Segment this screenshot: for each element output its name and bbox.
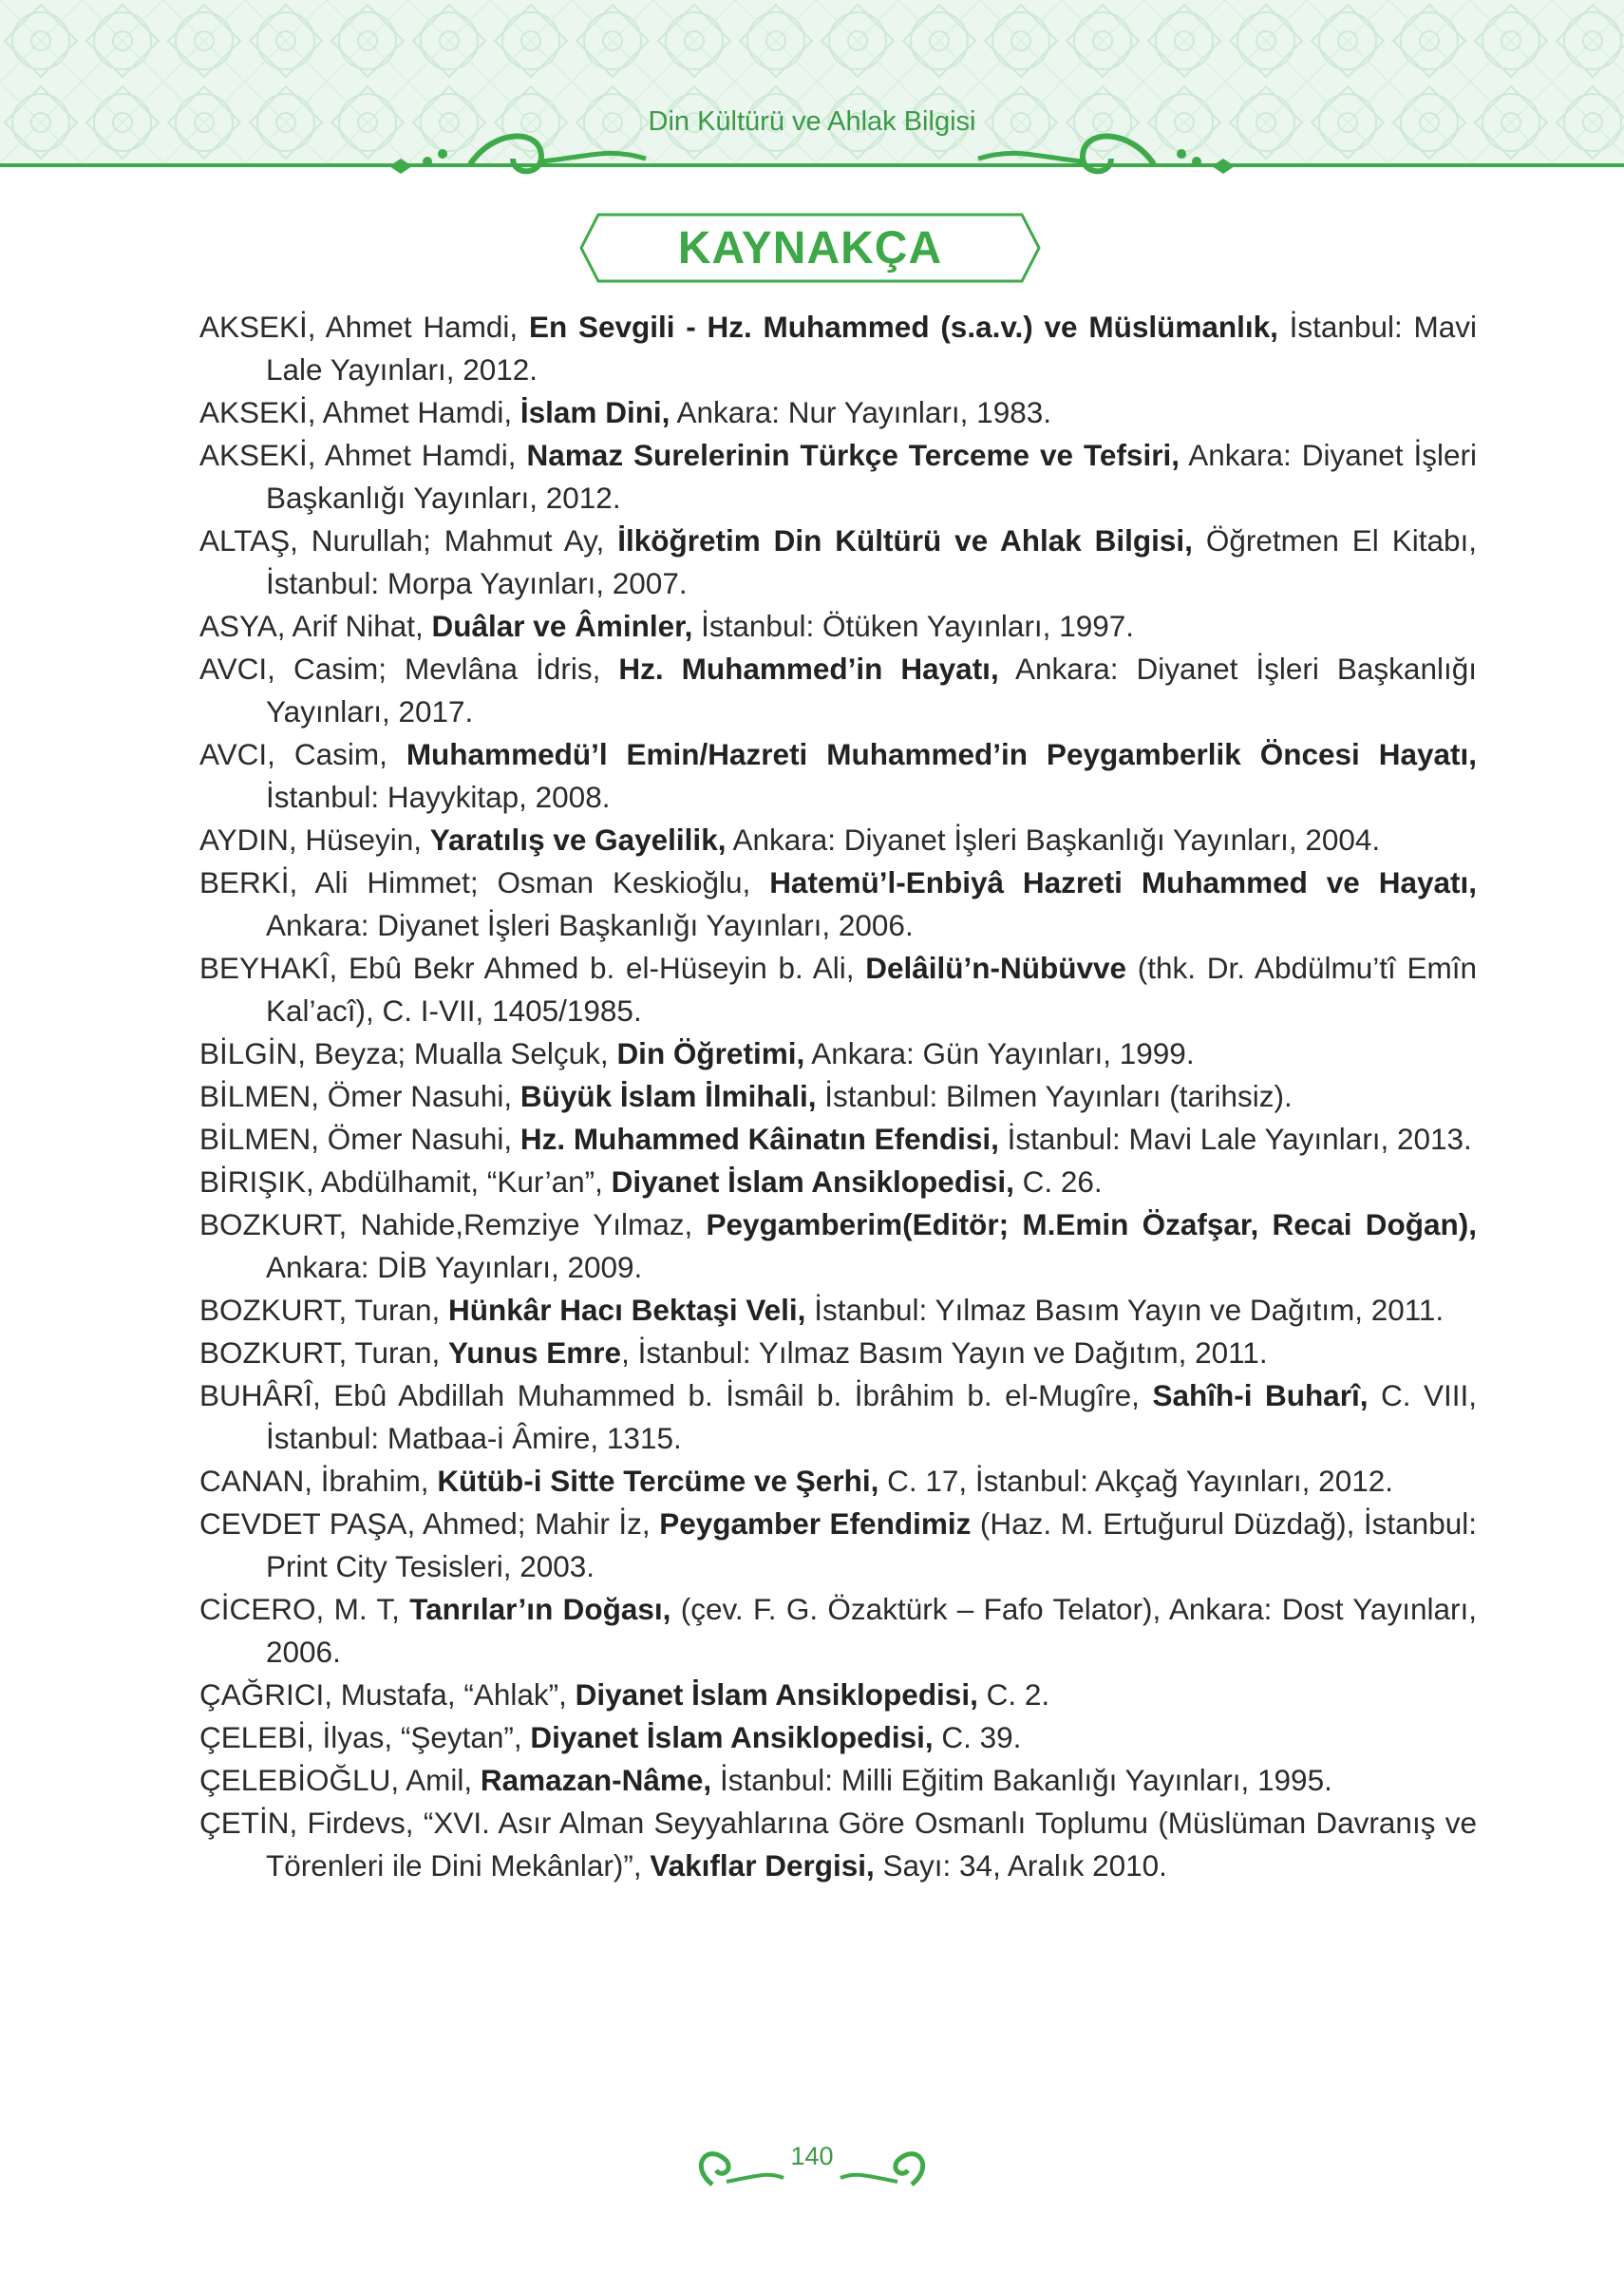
reference-entry	[199, 861, 1477, 947]
reference-entry	[199, 1118, 1477, 1161]
reference-publication: İstanbul: Milli Eğitim Bakanlığı Yayınları, 1995.	[711, 1763, 1332, 1797]
reference-entry	[199, 1289, 1477, 1332]
reference-publication: (thk. Dr. Abdülmu’tî Emîn Kal’acî), C. I-VII, 1405/1985.	[266, 951, 1477, 1028]
reference-publication: Ankara: Nur Yayınları, 1983.	[670, 395, 1052, 429]
reference-publication: (Haz. M. Ertuğurul Düzdağ), İstanbul: Print City Tesisleri, 2003.	[266, 1506, 1477, 1583]
reference-publication: C. 17, İstanbul: Akçağ Yayınları, 2012.	[878, 1464, 1393, 1498]
reference-list	[199, 306, 1477, 1887]
reference-entry	[199, 1759, 1477, 1802]
reference-publication: İstanbul: Hayykitap, 2008.	[266, 780, 611, 814]
reference-author: AKSEKİ, Ahmet Hamdi,	[199, 438, 527, 472]
reference-publication: İstanbul: Mavi Lale Yayınları, 2012.	[266, 310, 1478, 387]
reference-title: Vakıflar Dergisi,	[650, 1848, 875, 1883]
reference-author: BİRIŞIK, Abdülhamit, “Kur’an”,	[199, 1164, 612, 1199]
reference-publication: Ankara: Diyanet İşleri Başkanlığı Yayınları, 2006.	[266, 908, 914, 942]
reference-publication: Ankara: Diyanet İşleri Başkanlığı Yayınları, 2004.	[726, 823, 1381, 857]
reference-publication: C. 39.	[933, 1720, 1022, 1754]
reference-entry	[199, 733, 1477, 819]
reference-author: AYDIN, Hüseyin,	[199, 823, 430, 857]
reference-author: ASYA, Arif Nihat,	[199, 609, 432, 643]
header-title: Din Kültürü ve Ahlak Bilgisi	[648, 106, 976, 137]
reference-author: BOZKURT, Nahide,Remziye Yılmaz,	[199, 1207, 707, 1241]
reference-title: Diyanet İslam Ansiklopedisi,	[611, 1164, 1014, 1199]
reference-publication: Ankara: Diyanet İşleri Başkanlığı Yayınları, 2017.	[266, 652, 1477, 729]
reference-publication: Ankara: DİB Yayınları, 2009.	[266, 1250, 643, 1284]
reference-author: ÇETİN, Firdevs, “XVI. Asır Alman Seyyahlarına Göre Osmanlı Toplumu (Müslüman Davranış ve Törenleri ile Dini Mekânlar)”,	[199, 1806, 1477, 1883]
reference-entry	[199, 1674, 1477, 1716]
reference-title: En Sevgili - Hz. Muhammed (s.a.v.) ve Müslümanlık,	[528, 310, 1278, 344]
reference-title: Diyanet İslam Ansiklopedisi,	[530, 1720, 934, 1754]
reference-title: Din Öğretimi,	[616, 1036, 805, 1070]
reference-title: Hz. Muhammed’in Hayatı,	[618, 652, 999, 686]
reference-title: Hünkâr Hacı Bektaşi Veli,	[448, 1293, 806, 1327]
reference-title: Peygamber Efendimiz	[659, 1506, 972, 1541]
reference-publication: Ankara: Diyanet İşleri Başkanlığı Yayınları, 2012.	[266, 438, 1478, 515]
reference-entry	[199, 1716, 1477, 1759]
reference-entry	[199, 1161, 1477, 1203]
reference-entry	[199, 434, 1477, 520]
reference-publication: (çev. F. G. Özaktürk – Fafo Telator), Ankara: Dost Yayınları, 2006.	[266, 1592, 1477, 1669]
footer	[674, 2132, 950, 2199]
reference-entry	[199, 605, 1477, 648]
reference-entry	[199, 1075, 1477, 1118]
reference-publication: Sayı: 34, Aralık 2010.	[874, 1848, 1167, 1883]
reference-entry	[199, 819, 1477, 861]
reference-author: ÇELEBİ, İlyas, “Şeytan”,	[199, 1720, 531, 1754]
reference-author: CANAN, İbrahim,	[199, 1464, 438, 1498]
reference-entry	[199, 391, 1477, 434]
reference-author: BİLGİN, Beyza; Mualla Selçuk,	[199, 1036, 617, 1070]
reference-author: BİLMEN, Ömer Nasuhi,	[199, 1122, 520, 1156]
reference-author: ÇAĞRICI, Mustafa, “Ahlak”,	[199, 1677, 576, 1712]
reference-entry	[199, 1203, 1477, 1289]
reference-author: CİCERO, M. T,	[199, 1592, 410, 1626]
reference-author: BERKİ, Ali Himmet; Osman Keskioğlu,	[199, 865, 770, 899]
reference-title: Yunus Emre	[448, 1335, 622, 1370]
reference-author: AKSEKİ, Ahmet Hamdi,	[199, 395, 520, 429]
reference-entry	[199, 648, 1477, 733]
reference-publication: Ankara: Gün Yayınları, 1999.	[804, 1036, 1195, 1070]
reference-publication: İstanbul: Mavi Lale Yayınları, 2013.	[998, 1122, 1472, 1156]
reference-title: Sahîh-i Buharî,	[1152, 1378, 1369, 1412]
reference-entry	[199, 947, 1477, 1032]
reference-author: BUHÂRÎ, Ebû Abdillah Muhammed b. İsmâil b. İbrâhim b. el-Mugîre,	[199, 1378, 1153, 1412]
reference-author: AVCI, Casim,	[199, 737, 406, 771]
reference-author: BİLMEN, Ömer Nasuhi,	[199, 1079, 520, 1113]
reference-title: Namaz Surelerinin Türkçe Terceme ve Tefsiri,	[526, 438, 1180, 472]
reference-publication: İstanbul: Yılmaz Basım Yayın ve Dağıtım, 2011.	[805, 1293, 1445, 1327]
reference-publication: C. 2.	[977, 1677, 1050, 1712]
reference-author: AVCI, Casim; Mevlâna İdris,	[199, 652, 619, 686]
reference-author: BOZKURT, Turan,	[199, 1335, 448, 1370]
section-title-box	[577, 211, 1043, 285]
reference-publication: C. VIII, İstanbul: Matbaa-i Âmire, 1315.	[266, 1378, 1477, 1455]
reference-entry	[199, 1332, 1477, 1374]
reference-entry	[199, 1460, 1477, 1503]
reference-publication: Öğretmen El Kitabı, İstanbul: Morpa Yayınları, 2007.	[266, 523, 1478, 600]
reference-title: Hz. Muhammed Kâinatın Efendisi,	[519, 1122, 999, 1156]
reference-entry	[199, 1374, 1477, 1460]
reference-title: Yaratılış ve Gayelilik,	[429, 823, 727, 857]
reference-publication: İstanbul: Bilmen Yayınları (tarihsiz).	[816, 1079, 1293, 1113]
reference-title: İslam Dini,	[519, 395, 670, 429]
reference-title: İlköğretim Din Kültürü ve Ahlak Bilgisi,	[617, 523, 1193, 558]
reference-title: Tanrılar’ın Doğası,	[409, 1592, 671, 1626]
reference-author: BOZKURT, Turan,	[199, 1293, 448, 1327]
page-number: 140	[790, 2142, 834, 2170]
reference-title: Delâilü’n-Nübüvve	[865, 951, 1127, 985]
reference-title: Muhammedü’l Emin/Hazreti Muhammed’in Peygamberlik Öncesi Hayatı,	[406, 737, 1477, 771]
reference-title: Hatemü’l-Enbiyâ Hazreti Muhammed ve Hayatı,	[769, 865, 1477, 899]
reference-title: Peygamberim(Editör; M.Emin Özafşar, Recai Doğan),	[706, 1207, 1477, 1241]
reference-publication: C. 26.	[1013, 1164, 1103, 1199]
page-title: KAYNAKÇA	[677, 222, 943, 274]
reference-author: CEVDET PAŞA, Ahmed; Mahir İz,	[199, 1506, 660, 1541]
reference-entry	[199, 1802, 1477, 1887]
reference-publication: , İstanbul: Yılmaz Basım Yayın ve Dağıtım, 2011.	[621, 1335, 1268, 1370]
reference-author: ÇELEBİOĞLU, Amil,	[199, 1763, 481, 1797]
reference-author: ALTAŞ, Nurullah; Mahmut Ay,	[199, 523, 618, 558]
reference-entry	[199, 1032, 1477, 1075]
reference-title: Diyanet İslam Ansiklopedisi,	[575, 1677, 978, 1712]
reference-entry	[199, 306, 1477, 391]
reference-entry	[199, 520, 1477, 605]
reference-title: Büyük İslam İlmihali,	[519, 1079, 817, 1113]
reference-author: BEYHAKÎ, Ebû Bekr Ahmed b. el-Hüseyin b. Ali,	[199, 951, 866, 985]
reference-title: Ramazan-Nâme,	[480, 1763, 712, 1797]
reference-title: Duâlar ve Âminler,	[431, 609, 693, 643]
reference-title: Kütüb-i Sitte Tercüme ve Şerhi,	[437, 1464, 879, 1498]
reference-author: AKSEKİ, Ahmet Hamdi,	[199, 310, 529, 344]
reference-entry	[199, 1503, 1477, 1588]
reference-publication: İstanbul: Ötüken Yayınları, 1997.	[692, 609, 1135, 643]
reference-entry	[199, 1588, 1477, 1674]
